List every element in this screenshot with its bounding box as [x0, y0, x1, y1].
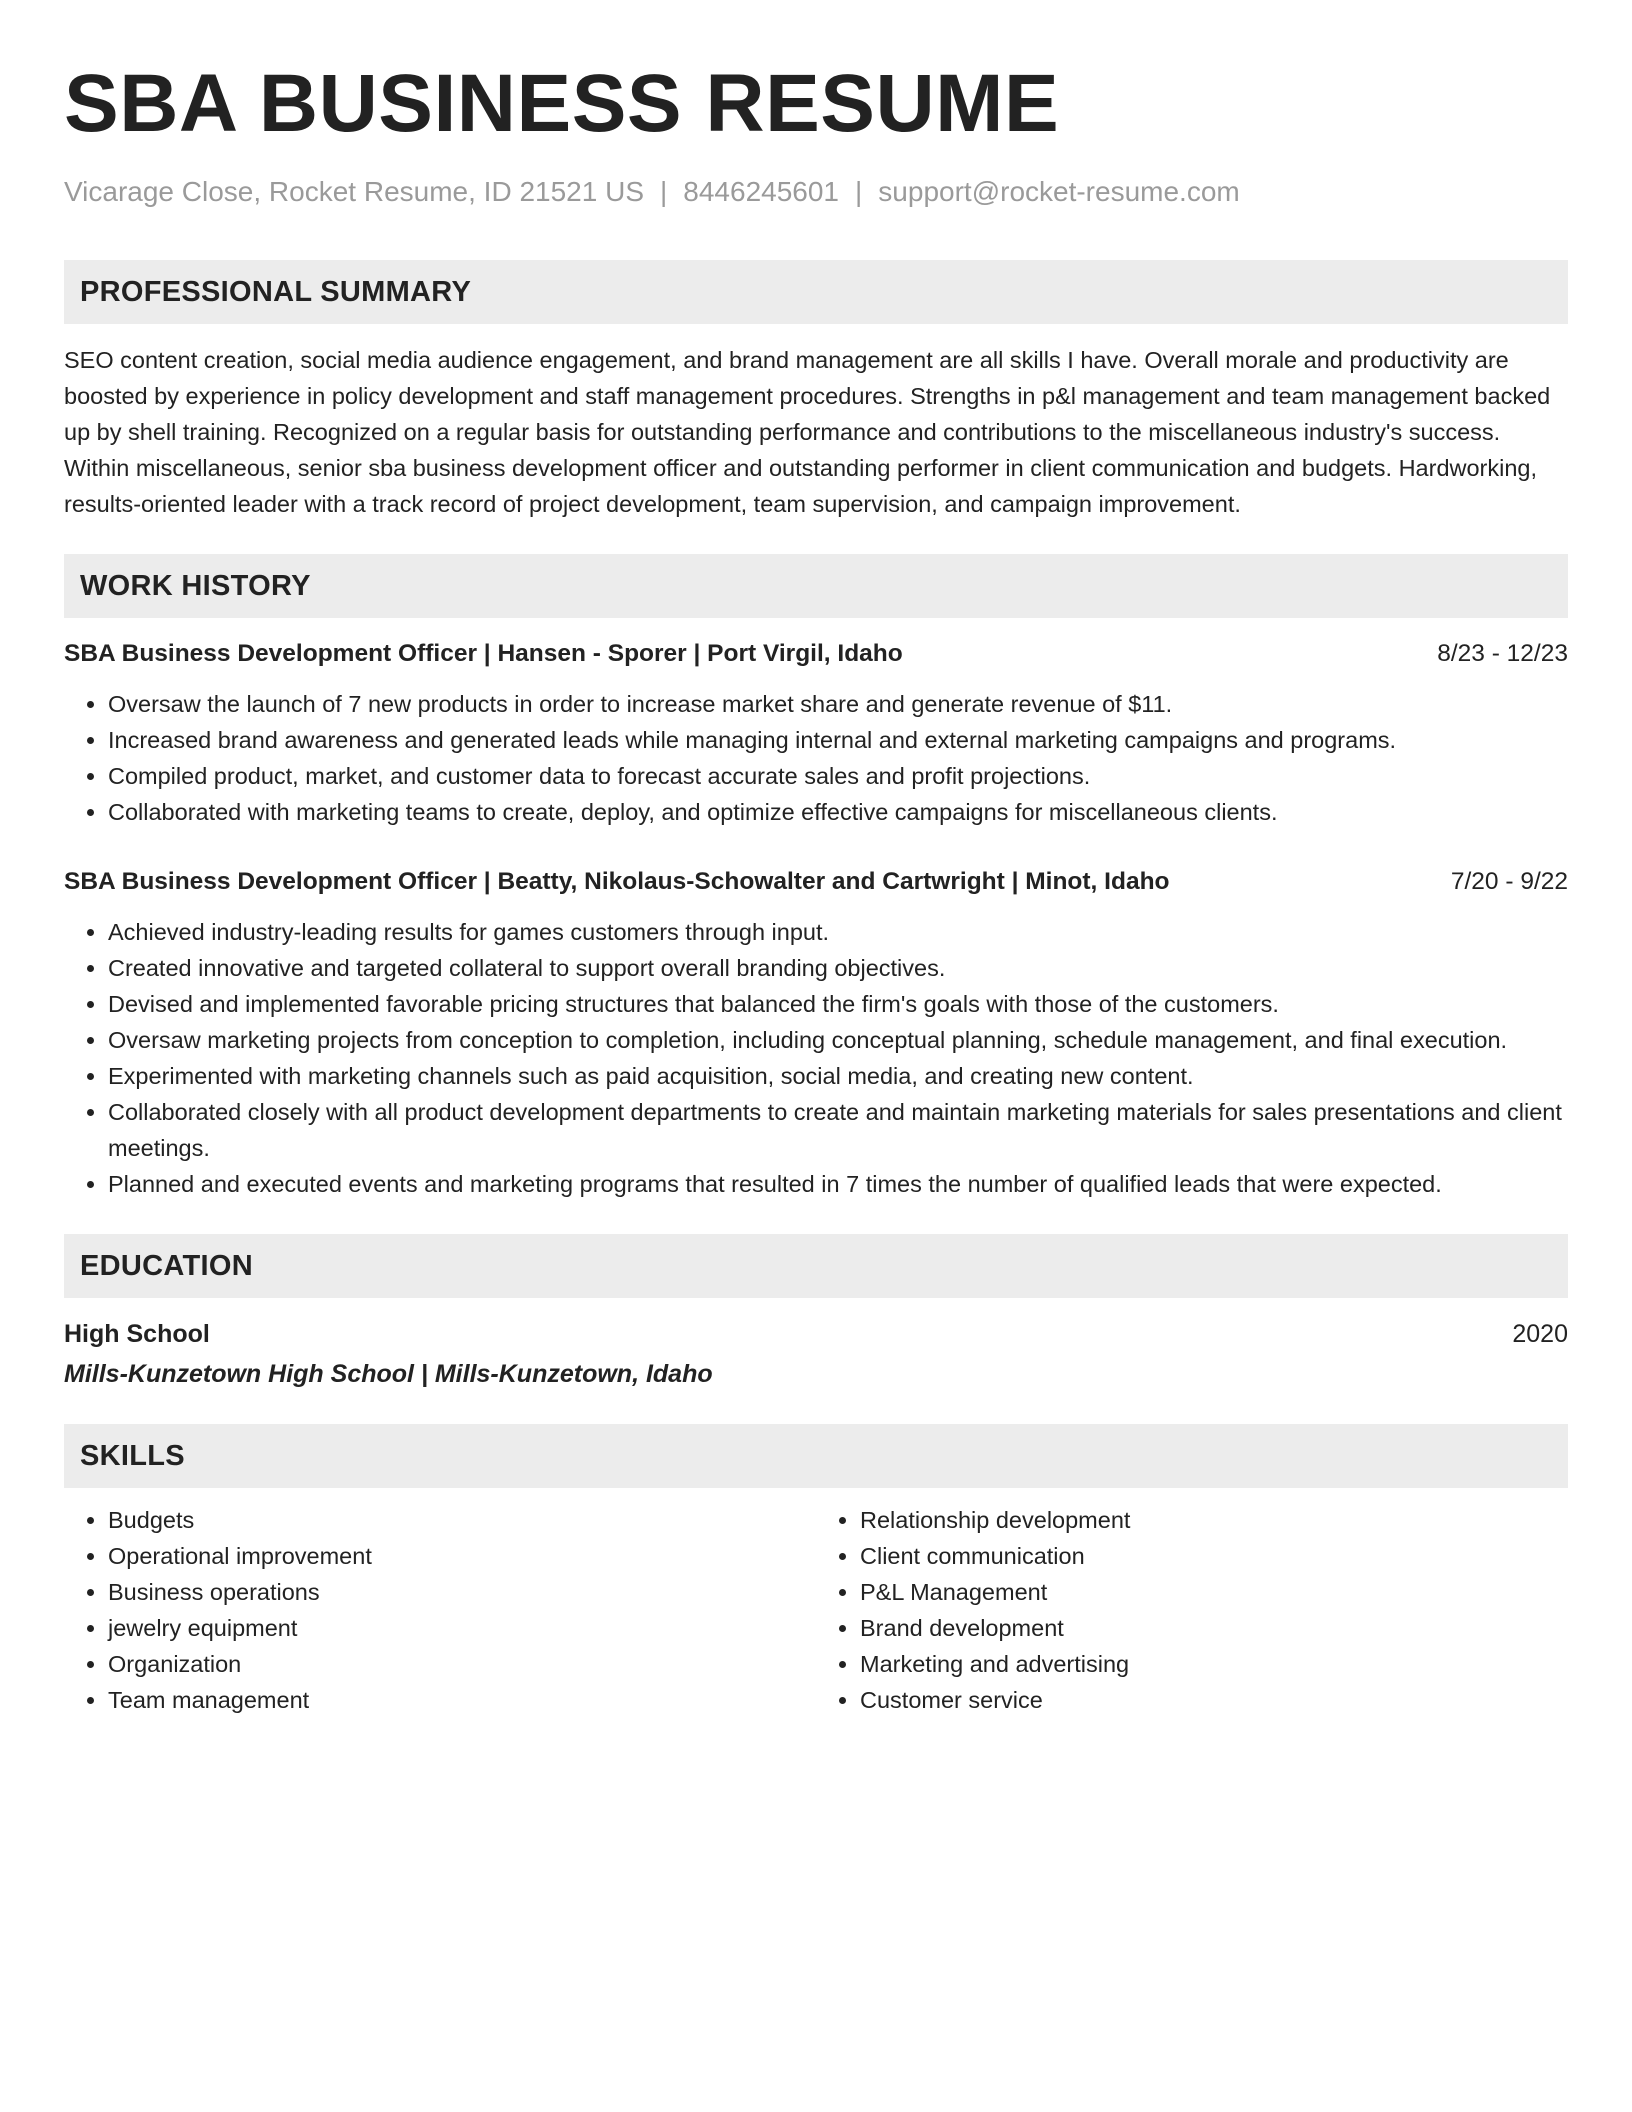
education-school: Mills-Kunzetown High School | Mills-Kunzetown, Idaho: [64, 1360, 713, 1388]
contact-address: Vicarage Close, Rocket Resume, ID 21521 US: [64, 176, 644, 207]
job-bullets: [64, 914, 1568, 1202]
list-item: • Operational improvement: [108, 1538, 816, 1574]
list-item: • Organization: [108, 1646, 816, 1682]
list-item: • Business operations: [108, 1574, 816, 1610]
list-item: • P&L Management: [860, 1574, 1568, 1610]
list-item: • Oversaw marketing projects from conception to completion, including conceptual planning, schedule management, and final execution.: [108, 1022, 1568, 1058]
education-header: [64, 1316, 1568, 1352]
list-item: • Experimented with marketing channels such as paid acquisition, social media, and creating new content.: [108, 1058, 1568, 1094]
list-item: • Collaborated with marketing teams to create, deploy, and optimize effective campaigns for miscellaneous clients.: [108, 794, 1568, 830]
list-item: • Relationship development: [860, 1502, 1568, 1538]
job-header: [64, 864, 1568, 900]
list-item: • Created innovative and targeted collateral to support overall branding objectives.: [108, 950, 1568, 986]
education-entry: [64, 1316, 1568, 1392]
contact-line: [64, 174, 1568, 210]
list-item: • Devised and implemented favorable pricing structures that balanced the firm's goals with those of the customers.: [108, 986, 1568, 1022]
list-item: • Planned and executed events and marketing programs that resulted in 7 times the number of qualified leads that were expected.: [108, 1166, 1568, 1202]
list-item: • Collaborated closely with all product development departments to create and maintain marketing materials for sales presentations and client meetings.: [108, 1094, 1568, 1166]
skills-column-left: [64, 1502, 816, 1718]
job-entry: [64, 636, 1568, 830]
list-item: • Achieved industry-leading results for games customers through input.: [108, 914, 1568, 950]
list-item: • Oversaw the launch of 7 new products in order to increase market share and generate revenue of $11.: [108, 686, 1568, 722]
contact-separator: |: [855, 176, 863, 207]
job-dates: 7/20 - 9/22: [1450, 868, 1568, 895]
list-item: • Marketing and advertising: [860, 1646, 1568, 1682]
section-heading-work-history: WORK HISTORY: [64, 554, 1568, 618]
job-title: SBA Business Development Officer | Beatty, Nikolaus-Schowalter and Cartwright | Minot, Idaho: [64, 868, 1170, 895]
contact-email: support@rocket-resume.com: [878, 176, 1240, 207]
list-item: • Increased brand awareness and generated leads while managing internal and external marketing campaigns and programs.: [108, 722, 1568, 758]
job-header: [64, 636, 1568, 672]
section-heading-summary: PROFESSIONAL SUMMARY: [64, 260, 1568, 324]
list-item: • Brand development: [860, 1610, 1568, 1646]
skills-list: [64, 1502, 1568, 1718]
list-item: • jewelry equipment: [108, 1610, 816, 1646]
list-item: • Customer service: [860, 1682, 1568, 1718]
section-heading-education: EDUCATION: [64, 1234, 1568, 1298]
contact-separator: |: [660, 176, 668, 207]
job-entry: [64, 864, 1568, 1202]
job-dates: 8/23 - 12/23: [1437, 640, 1568, 667]
contact-phone: 8446245601: [683, 176, 840, 207]
job-bullets: [64, 686, 1568, 830]
skills-column-right: [816, 1502, 1568, 1718]
job-title: SBA Business Development Officer | Hansen - Sporer | Port Virgil, Idaho: [64, 640, 903, 667]
list-item: • Budgets: [108, 1502, 816, 1538]
summary-text: SEO content creation, social media audience engagement, and brand management are all skills I have. Overall morale and productivity are boosted by experience in policy development and staff management procedures. Strengths in p&l management and team management backed up by shell training. Recognized on a regular basis for outstanding performance and contributions to the miscellaneous industry's success. Within miscellaneous, senior sba business development officer and outstanding performer in client communication and budgets. Hardworking, results-oriented leader with a track record of project development, team supervision, and campaign improvement.: [64, 347, 1551, 517]
resume-title: SBA BUSINESS RESUME: [64, 58, 1060, 149]
list-item: • Team management: [108, 1682, 816, 1718]
education-year: 2020: [1512, 1320, 1568, 1348]
section-heading-skills: SKILLS: [64, 1424, 1568, 1488]
list-item: • Compiled product, market, and customer data to forecast accurate sales and profit projections.: [108, 758, 1568, 794]
list-item: • Client communication: [860, 1538, 1568, 1574]
education-degree: High School: [64, 1320, 210, 1348]
